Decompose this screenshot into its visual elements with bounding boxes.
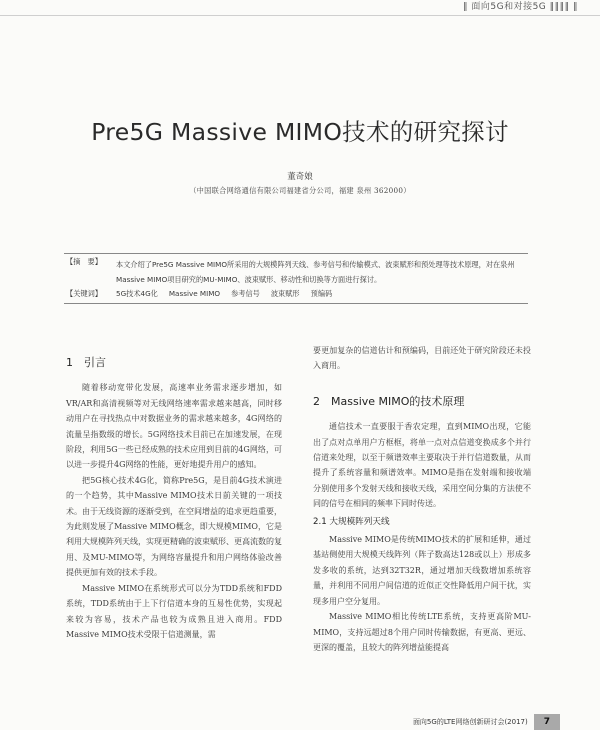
subsection-heading: 2.1 大规模阵列天线 <box>313 516 390 527</box>
body-paragraph: Massive MIMO在系统形式可以分为TDD系统和FDD系统，TDD系统由于上下行信道本身的互易性优势，实现起来较为容易，技术产品也较为成熟且进入商用。FDD Massive MIMO技术受限于信道测量，需 <box>66 583 282 639</box>
section-heading-principles: 2 Massive MIMO的技术原理 <box>313 394 465 408</box>
journal-section-banner: ‖ 面向5G和对接5G ‖‖‖‖ ‖ <box>463 2 578 12</box>
body-paragraph: 随着移动宽带化发展，高速率业务需求逐步增加，如VR/AR和高清视频等对无线网络速率需求越来越高，同时移动用户在寻找热点中对数据业务的需求越来越多，4G网络的流量呈指数级的增长。5G网络技术目前已在加速发展，在现阶段，利用5G一些已经成熟的技术应用到目前的4G网络，可以进一步提升4G网络的性能，更好地提升用户的感知。 <box>66 383 282 470</box>
keyword: 5G技术4G化 <box>116 289 158 298</box>
abstract-top-rule <box>64 253 528 254</box>
header-divider <box>0 15 600 16</box>
keywords-list <box>116 289 332 299</box>
right-column <box>313 343 531 655</box>
left-column <box>66 349 282 642</box>
author-name: 董奇娘 <box>287 172 313 182</box>
paper-title: Pre5G Massive MIMO技术的研究探讨 <box>91 118 509 146</box>
body-paragraph: 把5G核心技术4G化，简称Pre5G，是目前4G技术演进的一个趋势，其中Massive MIMO技术日前关键的一项技术。由于无线资源的逐渐受到，在空间增益的追求更趋重要，为此则发展了Massive MIMO概念，即大规模MIMO，它是利用大规模阵列天线，实现更精确的波束赋形、更高流数的复用、及MU-MIMO等，为网络容量提升和用户网络体验改善提供更加有效的技术手段。 <box>66 475 282 578</box>
abstract-bottom-rule <box>64 303 528 304</box>
body-paragraph-continued: 要更加复杂的信道估计和预编码，目前还处于研究阶段还未投入商用。 <box>313 346 531 371</box>
keywords-label: 【关键词】 <box>66 289 102 298</box>
body-paragraph: 通信技术一直要服于香农定理，直到MIMO出现，它能出了点对点单用户方框框，将单一点对点信道变换成多个并行信道来处理，以至于频谱效率主要取决于并行信道数量，从而提升了系统容量和频谱效率。MIMO是指在发射端和接收端分别使用多个发射天线和接收天线，采用空间分集的方法使不同的信号在相同的频率下同时传送。 <box>313 422 531 509</box>
keyword: Massive MIMO <box>168 289 221 298</box>
abstract-label: 【摘 要】 <box>66 257 102 266</box>
section-heading-introduction: 1 引言 <box>66 356 106 369</box>
keyword: 预编码 <box>310 289 333 298</box>
page-number: 7 <box>534 714 560 730</box>
keyword: 参考信号 <box>231 289 260 298</box>
keyword: 波束赋形 <box>270 289 300 298</box>
page-footer <box>413 714 560 730</box>
body-paragraph: Massive MIMO是传统MIMO技术的扩展和延伸，通过基站侧使用大规模天线阵列（阵子数高达128或以上）形成多发多收的系统，达到32T32R，通过增加天线数增加系统容量，并利用不同用户间信道的近似正交性降低用户间干扰，实现多用户空分复用。 <box>313 535 531 606</box>
body-paragraph: Massive MIMO相比传统LTE系统，支持更高阶MU-MIMO，支持远超过8个用户同时传输数据，有更高、更远、更深的覆盖，且较大的阵列增益能提高 <box>313 612 531 652</box>
abstract-text: 本文介绍了Pre5G Massive MIMO所采用的大规模阵列天线、参考信号和传输模式、波束赋形和预处理等技术原理，对在泉州Massive MIMO项目研究的MU-MIMO、波束赋形、移动性和切换等方面进行探讨。 <box>116 260 515 284</box>
journal-name: 面向5G的LTE网络创新研讨会(2017) <box>412 718 528 726</box>
author-affiliation: （中国联合网络通信有限公司福建省分公司，福建 泉州 362000） <box>189 186 411 195</box>
